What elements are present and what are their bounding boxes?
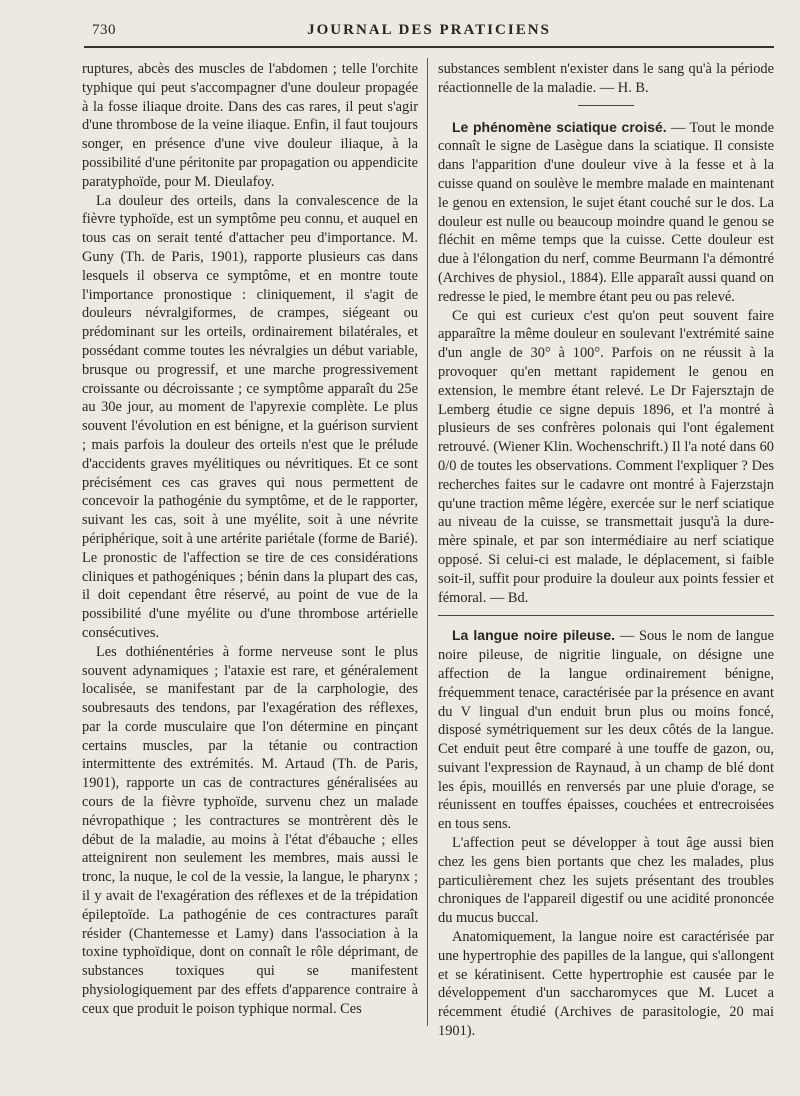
paragraph: — Tout le monde connaît le signe de Lasègue dans la sciatique. Il consiste dans l'apparition d'une douleur vive à la fesse et à la cuisse quand on soulève le membre malade en maintenant le genou en extension, le sujet étant couché sur le dos. La douleur est nulle ou beaucoup moindre quand le genou se fléchit en même temps que la cuisse. Cette douleur est due à l'élongation du nerf, comme Beurmann l'a démontré (Archives de physiol., 1884). Elle apparaît aussi quand on redresse le pied, le membre étant peu ou pas relevé. [438,119,774,305]
paragraph: L'affection peut se développer à tout âge aussi bien chez les gens bien portants que chez les malades, plus particulièrement chez les sujets présentant des troubles chroniques de l'appareil digestif ou une acidité prononcée du mucus buccal. [438,835,774,927]
left-column [82,60,418,1019]
article-title: Le phénomène sciatique croisé. [452,118,667,135]
article-title: La langue noire pileuse. [452,627,616,644]
section-divider [578,105,634,106]
page-number: 730 [92,22,116,38]
right-column [438,60,774,1041]
column-separator [427,58,428,1026]
paragraph: Les dothiénentéries à forme nerveuse sont le plus souvent adynamiques ; l'ataxie est rare, et généralement localisée, se manifestant par de la carphologie, des soubresauts des tendons, par l'exagération des réflexes, par la corde musculaire que l'on détermine en pinçant certains muscles, par la tétanie ou contraction intermittente des extrémités. M. Artaud (Th. de Paris, 1901), rapporte un cas de contractures généralisées au cours de la fièvre typhoïde, survenu chez un malade névropathique ; les contractures se montrèrent dès le début de la maladie, au moins à l'état d'ébauche ; elles atteignirent non seulement les membres, mais aussi le tronc, la nuque, le col de la vessie, la langue, le pharynx ; il y avait de l'exagération des réflexes et de la trépidation épileptoïde. La pathogénie de ces contractures paraît résider (Chantemesse et Lamy) dans l'association à la toxine typhoïdique, dont on connaît le rôle déprimant, de substances toxiques qui se manifestent physiologiquement par des effets d'apparence contraire à ceux que produit le poison typhique normal. Ces [82,643,418,1017]
paragraph: — Sous le nom de langue noire pileuse, de nigritie linguale, on désigne une affection de la langue ordinairement bénigne, fréquemment tenace, caractérisée par la présence en avant du V lingual d'un enduit brun plus ou moins foncé, disposé symétriquement sur les deux côtés de la langue. Cet enduit peut être comparé à une touffe de gazon, ou, suivant l'expression de Raynaud, à un champ de blé dont les épis, mouillés en renversés par une pluie d'orage, se réunissent en touffes épaisses, couchées et entrecroisées en tous sens. [438,628,774,833]
article-langue-noire [438,626,774,1041]
article-sciatique [438,118,774,608]
paragraph: La douleur des orteils, dans la convalescence de la fièvre typhoïde, est un symptôme peu connu, et auquel en tous cas on serait tenté d'attacher peu d'importance. M. Guny (Th. de Paris, 1901), rapporte plusieurs cas dans lesquels il observa ce symptôme, et en montre toute l'importance pronostique : cliniquement, il s'agit de douleurs névralgiformes, de crampes, siégeant ou prédominant sur les orteils, ordinairement bilatérales, et possédant comme toutes les névralgies un début variable, brusque ou progressif, et une marche progressivement croissante ou décroissante ; ce symptôme apparaît du 25e au 30e jour, au moment de l'apyrexie complète. Le plus souvent l'évolution en est bénigne, et la guérison survient ; mais parfois la douleur des orteils n'est que le prélude d'accidents graves myélitiques ou névritiques. Et ce sont précisément ces cas graves qui nous permettent de concevoir la pathogénie du symptôme, et de le rapporter, suivant les cas, soit à une myélite, soit à une névrite périphérique, soit à une artérite pariétale (forme de Barié). Le pronostic de l'affection se tire de ces considérations cliniques et pathogéniques ; bénin dans la plupart des cas, il doit cependant être réservé, au point de vue de la possibilité d'une myélite ou d'une thrombose artérielle consécutives. [82,192,418,641]
paragraph: Anatomiquement, la langue noire est caractérisée par une hypertrophie des papilles de la langue, qui s'allongent et se kératinisent. Cette hypertrophie est causée par le développement d'un saccharomyces que M. Lucet a récemment étudié (Archives de parasitologie, 20 mai 1901). [438,929,774,1040]
section-divider [438,615,774,616]
continuation-paragraph: substances semblent n'exister dans le sang qu'à la période réactionnelle de la maladie. — H. B. [438,61,774,96]
header-rule [84,46,774,48]
page-header [84,22,774,44]
journal-title: JOURNAL DES PRATICIENS [307,22,551,38]
paragraph: ruptures, abcès des muscles de l'abdomen ; telle l'orchite typhique qui peut s'accompagner d'une douleur propagée à la fosse iliaque droite. Dans des cas rares, il peut s'agir d'une thrombose de la veine iliaque. Enfin, il faut toujours songer, en présence d'une vive douleur iliaque, à la possibilité d'une péritonite par propagation ou appendicite paratyphoïde, pour M. Dieulafoy. [82,61,418,190]
paragraph: Ce qui est curieux c'est qu'on peut souvent faire apparaître la même douleur en soulevant l'extrémité saine d'un angle de 30° à 100°. Parfois on ne réussit à la provoquer qu'en mettant rapidement le genou en extension, le membre étant relevé. Le Dr Fajersztajn de Lemberg étudie ce signe depuis 1896, et l'a montré à plusieurs de ses confrères polonais qui l'ont également retrouvé. (Wiener Klin. Wochenschrift.) Il l'a noté dans 60 0/0 de toutes les observations. Comment l'expliquer ? Des recherches faites sur le cadavre ont montré à Fajerzstajn qu'une traction même légère, exercée sur le nerf sciatique au niveau de la cuisse, se transmettait jusqu'à la dure-mère spinale, et par son intermédiaire au nerf sciatique opposé. Si celui-ci est malade, le déplacement, si faible soit-il, suffit pour produire la douleur aux points fessier et fémoral. — Bd. [438,307,774,606]
